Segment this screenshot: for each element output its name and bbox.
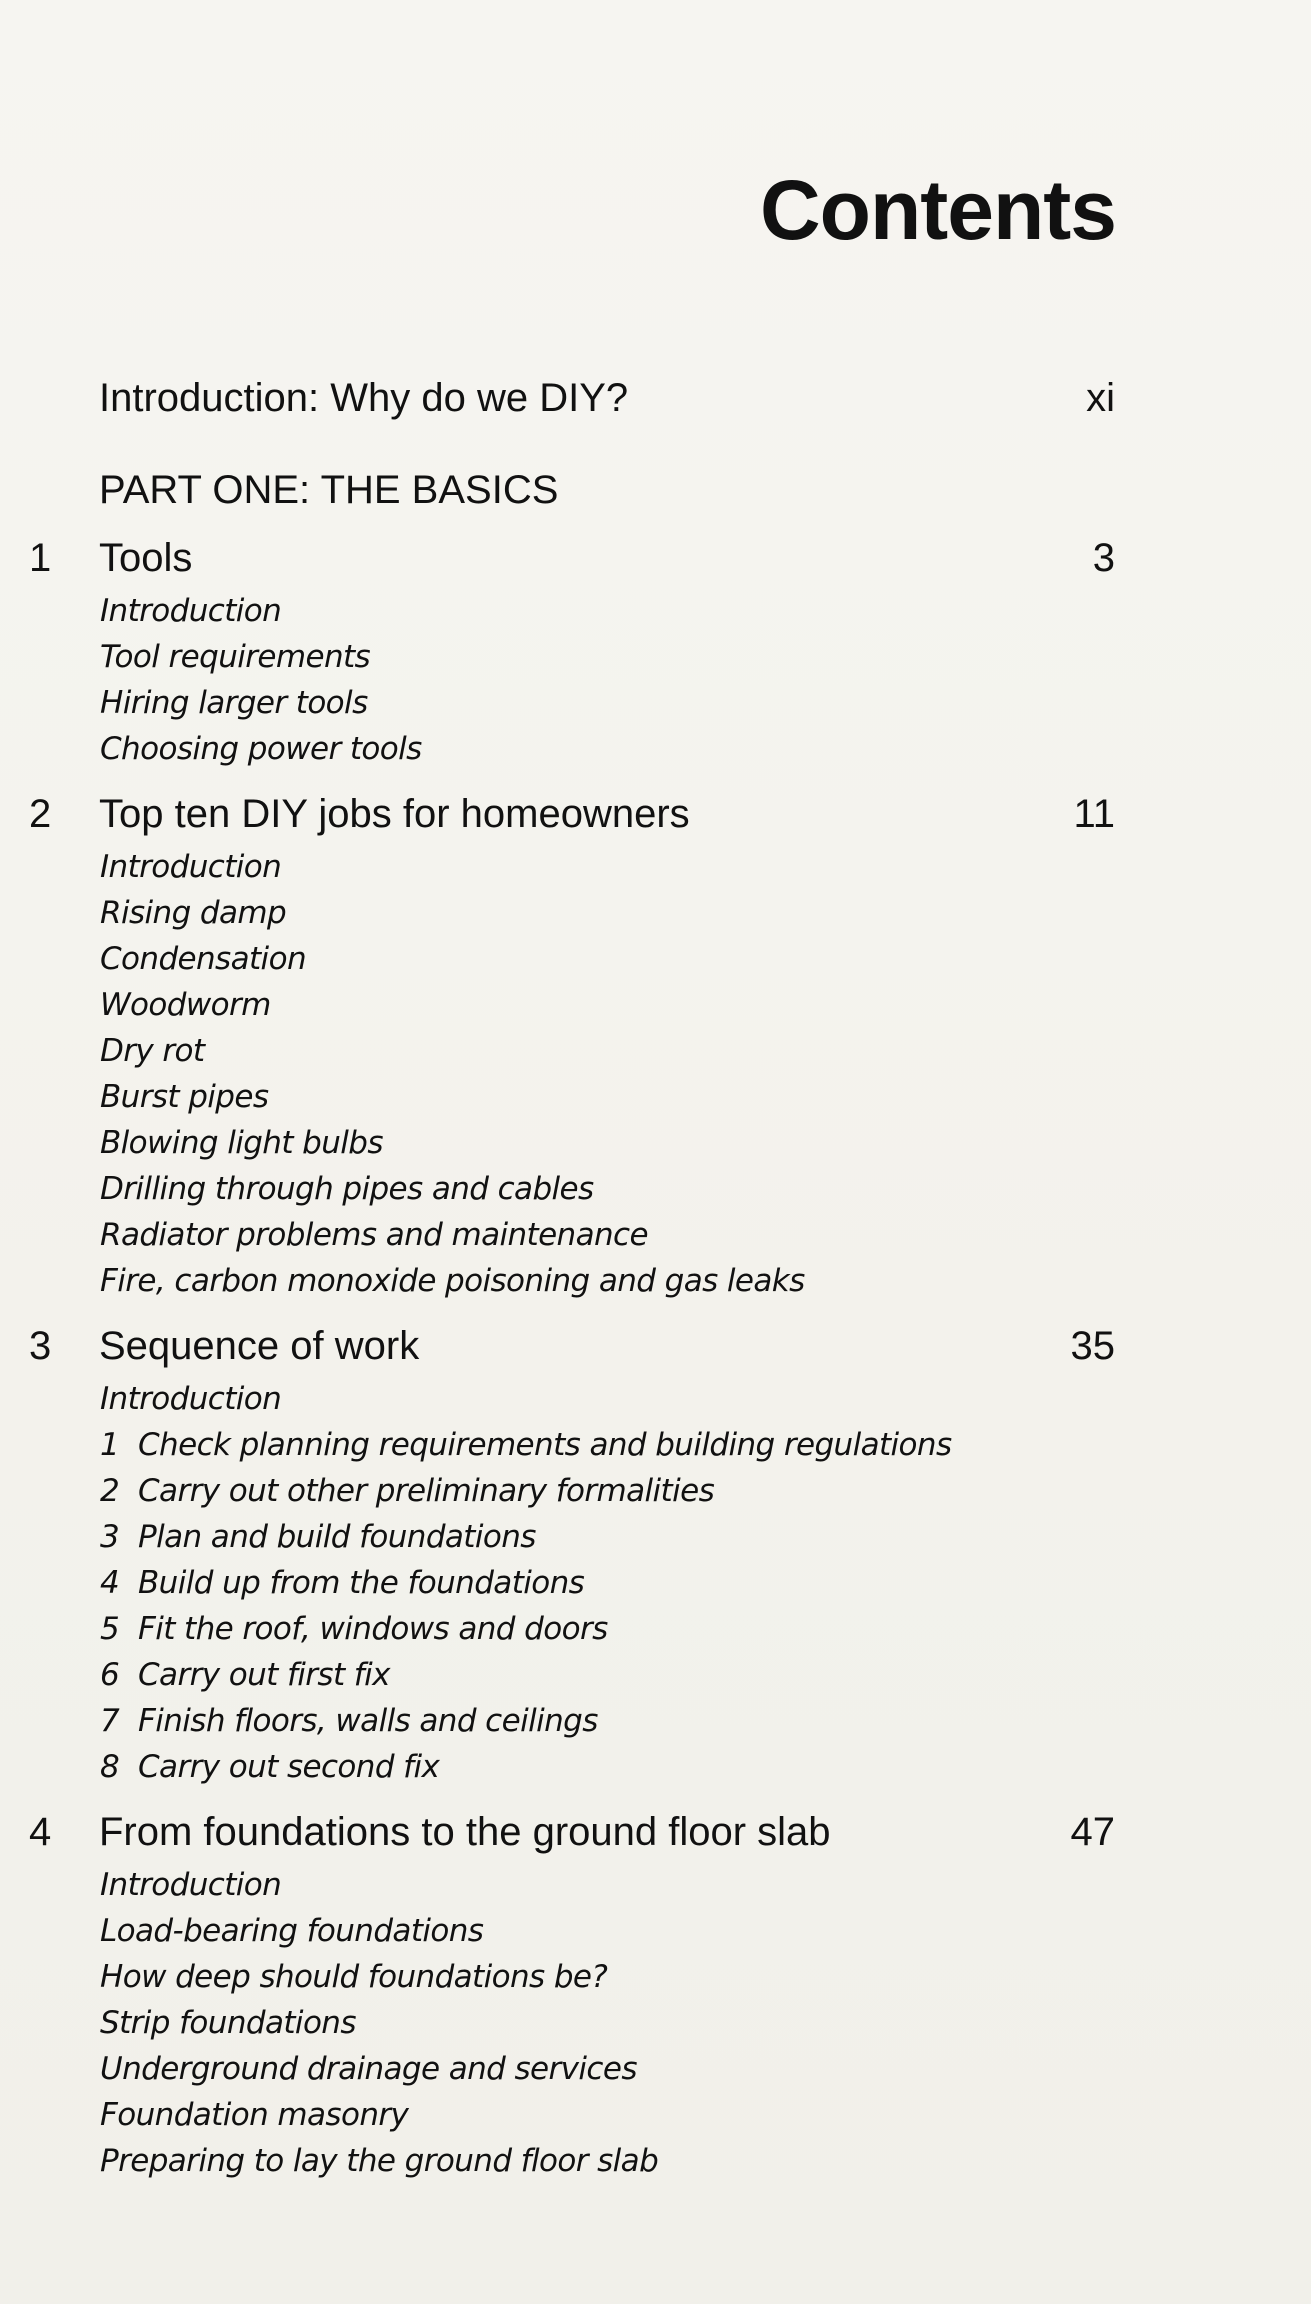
step-number: 1 (100, 1427, 120, 1463)
numbered-step[interactable] (0, 1468, 1311, 1514)
chapter-1[interactable] (0, 538, 1311, 772)
introduction-page-number: xi (1086, 376, 1115, 420)
section-item[interactable]: Radiator problems and maintenance (100, 1217, 648, 1253)
step-text: Fit the roof, windows and doors (138, 1611, 608, 1647)
section-item[interactable]: Rising damp (100, 895, 287, 931)
step-number: 8 (100, 1749, 120, 1785)
chapter-page-number: 47 (1070, 1810, 1115, 1854)
chapter-sections (0, 1862, 1311, 2184)
section-item[interactable]: Burst pipes (100, 1079, 269, 1115)
part-one-heading-row (0, 470, 1311, 538)
section-item[interactable]: Foundation masonry (100, 2097, 409, 2133)
section-item[interactable]: Introduction (100, 849, 282, 885)
numbered-step[interactable] (0, 1652, 1311, 1698)
chapter-title: From foundations to the ground floor slab (99, 1810, 831, 1854)
section-item[interactable]: Woodworm (100, 987, 271, 1023)
page-title: Contents (760, 163, 1116, 257)
section-item[interactable]: Strip foundations (100, 2005, 356, 2041)
chapter-4[interactable] (0, 1812, 1311, 2184)
part-heading: PART ONE: THE BASICS (99, 468, 559, 512)
chapter-title: Sequence of work (99, 1324, 420, 1368)
section-item[interactable]: Dry rot (100, 1033, 205, 1069)
section-item[interactable]: Choosing power tools (100, 731, 422, 767)
chapter-page-number: 11 (1073, 792, 1115, 836)
section-item[interactable]: Preparing to lay the ground floor slab (100, 2143, 659, 2179)
chapter-number: 2 (29, 792, 52, 836)
step-number: 3 (100, 1519, 120, 1555)
chapter-number: 1 (29, 536, 52, 580)
section-item[interactable]: Introduction (100, 1381, 282, 1417)
step-text: Carry out other preliminary formalities (138, 1473, 715, 1509)
chapter-number: 3 (29, 1324, 52, 1368)
introduction-label: Introduction: Why do we DIY? (99, 376, 629, 420)
section-item[interactable]: Hiring larger tools (100, 685, 368, 721)
numbered-step[interactable] (0, 1514, 1311, 1560)
numbered-step[interactable] (0, 1744, 1311, 1790)
section-item[interactable]: Fire, carbon monoxide poisoning and gas leaks (100, 1263, 805, 1299)
step-text: Carry out first fix (138, 1657, 390, 1693)
chapter-sections (0, 588, 1311, 772)
introduction-entry[interactable] (0, 378, 1311, 470)
chapter-page-number: 3 (1092, 536, 1115, 580)
chapter-title: Top ten DIY jobs for homeowners (99, 792, 690, 836)
table-of-contents (0, 378, 1311, 2206)
numbered-step[interactable] (0, 1422, 1311, 1468)
section-item[interactable]: Drilling through pipes and cables (100, 1171, 594, 1207)
section-item[interactable]: Blowing light bulbs (100, 1125, 383, 1161)
step-text: Check planning requirements and building regulations (138, 1427, 952, 1463)
section-item[interactable]: Load-bearing foundations (100, 1913, 484, 1949)
section-item[interactable]: Introduction (100, 1867, 282, 1903)
step-number: 4 (100, 1565, 120, 1601)
step-number: 6 (100, 1657, 120, 1693)
section-item[interactable]: How deep should foundations be? (100, 1959, 608, 1995)
numbered-step[interactable] (0, 1606, 1311, 1652)
chapter-page-number: 35 (1070, 1324, 1115, 1368)
section-item[interactable]: Tool requirements (100, 639, 371, 675)
numbered-step[interactable] (0, 1560, 1311, 1606)
step-text: Carry out second fix (138, 1749, 440, 1785)
numbered-step[interactable] (0, 1698, 1311, 1744)
chapter-number: 4 (29, 1810, 52, 1854)
section-item[interactable]: Introduction (100, 593, 282, 629)
step-text: Plan and build foundations (138, 1519, 536, 1555)
chapter-2[interactable] (0, 794, 1311, 1304)
step-text: Build up from the foundations (138, 1565, 585, 1601)
chapter-sections (0, 844, 1311, 1304)
chapter-title: Tools (99, 536, 193, 580)
step-number: 7 (100, 1703, 120, 1739)
section-item[interactable]: Underground drainage and services (100, 2051, 637, 2087)
chapter-3[interactable] (0, 1326, 1311, 1790)
step-number: 5 (100, 1611, 120, 1647)
step-number: 2 (100, 1473, 120, 1509)
section-item[interactable]: Condensation (100, 941, 306, 977)
step-text: Finish floors, walls and ceilings (138, 1703, 598, 1739)
chapter-sections (0, 1376, 1311, 1790)
